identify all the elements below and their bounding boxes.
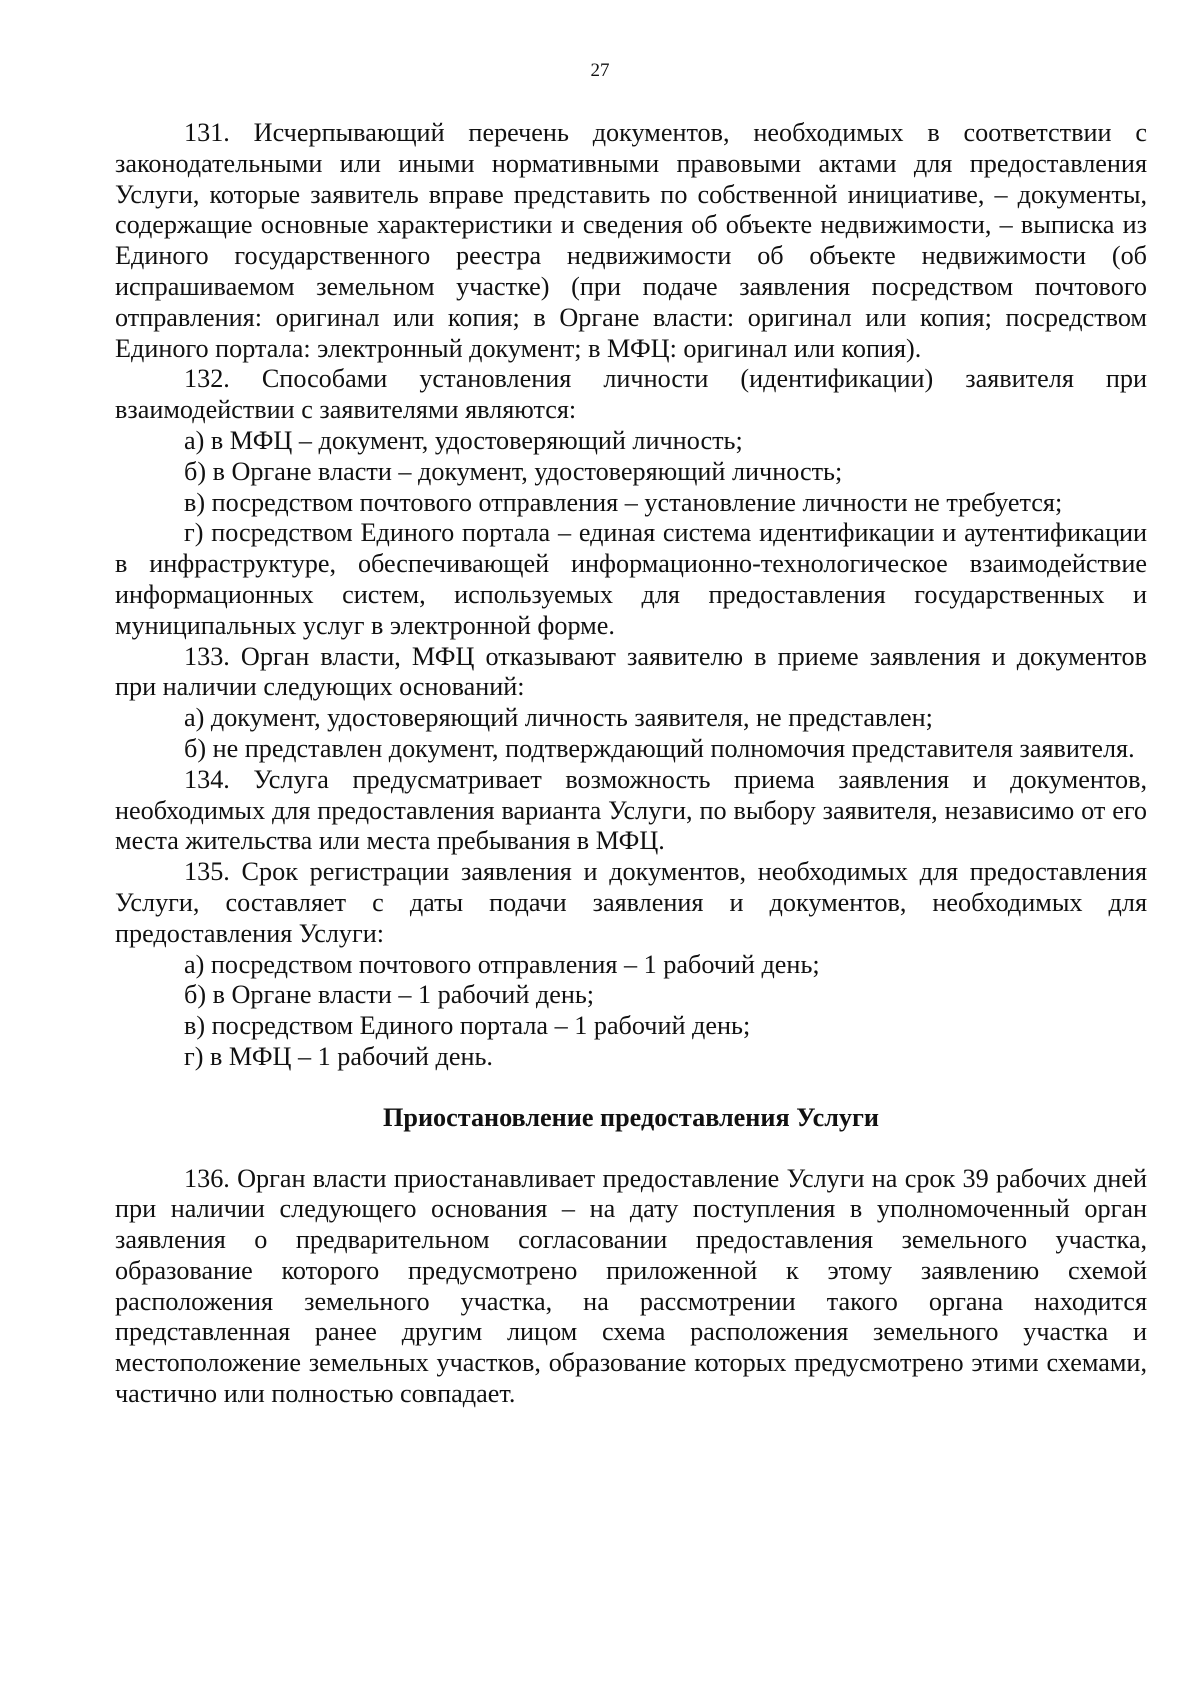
paragraph-133: 133. Орган власти, МФЦ отказывают заявителю в приеме заявления и документов при наличии следующих оснований: bbox=[115, 641, 1147, 702]
paragraph-132-item-b: б) в Органе власти – документ, удостоверяющий личность; bbox=[184, 456, 843, 486]
paragraph-132-item-v: в) посредством почтового отправления – установление личности не требуется; bbox=[184, 487, 1063, 517]
paragraph-135: 135. Срок регистрации заявления и документов, необходимых для предоставления Услуги, составляет с даты подачи заявления и документов, необходимых для предоставления Услуги: bbox=[115, 857, 1147, 948]
paragraph-131: 131. Исчерпывающий перечень документов, необходимых в соответствии с законодательными или иными нормативными правовыми актами для предоставления Услуги, которые заявитель вправе представить по собственной инициативе, – документы, содержащие основные характеристики и сведения об объекте недвижимости, – выписка из Единого государственного реестра недвижимости об объекте недвижимости (об испрашиваемом земельном участке) (при подаче заявления посредством почтового отправления: оригинал или копия; в Органе власти: оригинал или копия; посредством Единого портала: электронный документ; в МФЦ: оригинал или копия). bbox=[115, 118, 1147, 363]
paragraph-133-item-b: б) не представлен документ, подтверждающий полномочия представителя заявителя. bbox=[184, 733, 1135, 763]
document-body bbox=[115, 118, 1147, 1410]
paragraph-134: 134. Услуга предусматривает возможность приема заявления и документов, необходимых для предоставления варианта Услуги, по выбору заявителя, независимо от его места жительства или места пребывания в МФЦ. bbox=[115, 764, 1147, 856]
paragraph-135-item-b: б) в Органе власти – 1 рабочий день; bbox=[184, 980, 595, 1010]
paragraph-132: 132. Способами установления личности (идентификации) заявителя при взаимодействии с заявителями являются: bbox=[115, 364, 1147, 425]
section-heading: Приостановление предоставления Услуги bbox=[383, 1102, 879, 1132]
paragraph-135-item-g: г) в МФЦ – 1 рабочий день. bbox=[184, 1041, 493, 1071]
paragraph-132-item-a: а) в МФЦ – документ, удостоверяющий личность; bbox=[184, 425, 743, 455]
paragraph-136: 136. Орган власти приостанавливает предоставление Услуги на срок 39 рабочих дней при наличии следующего основания – на дату поступления в уполномоченный орган заявления о предварительном согласовании предоставления земельного участка, образование которого предусмотрено приложенной к этому заявлению схемой расположения земельного участка, на рассмотрении такого органа находится представленная ранее другим лицом схема расположения земельного участка и местоположение земельных участков, образование которых предусмотрено этими схемами, частично или полностью совпадает. bbox=[115, 1163, 1147, 1409]
paragraph-135-item-v: в) посредством Единого портала – 1 рабочий день; bbox=[184, 1011, 751, 1041]
paragraph-133-item-a: а) документ, удостоверяющий личность заявителя, не представлен; bbox=[184, 703, 933, 733]
paragraph-132-item-g: г) посредством Единого портала – единая система идентификации и аутентификации в инфраструктуре, обеспечивающей информационно-технологическое взаимодействие информационных систем, используемых для предоставления государственных и муниципальных услуг в электронной форме. bbox=[115, 518, 1147, 640]
page-number: 27 bbox=[590, 60, 610, 81]
paragraph-135-item-a: а) посредством почтового отправления – 1 рабочий день; bbox=[184, 949, 820, 979]
